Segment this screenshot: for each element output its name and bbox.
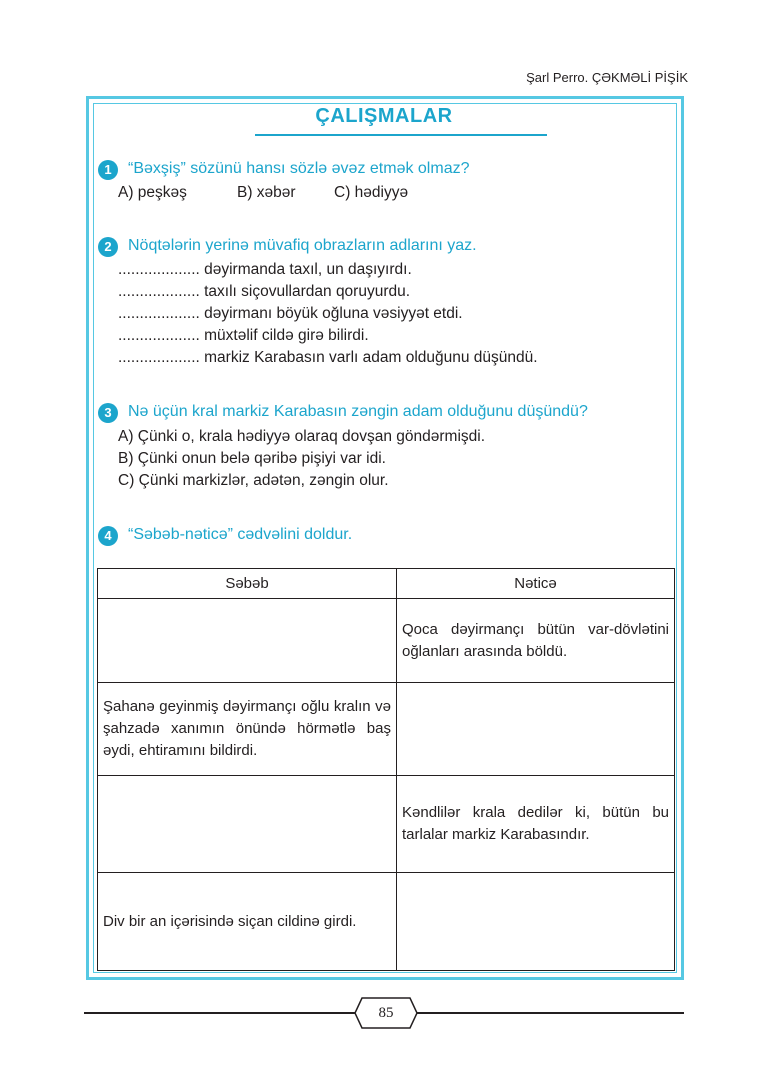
cause-cell: Şahanə geyinmiş dəyirmançı oğlu kralın və şahzadə xanımın önündə hörmətlə baş əydi, ehtiramını bildirdi.	[98, 683, 397, 776]
effect-cell[interactable]	[397, 873, 675, 971]
effect-cell: Kəndlilər krala dedilər ki, bütün bu tarlalar markiz Karabasındır.	[397, 776, 675, 873]
fill-line: ................... dəyirmanda taxıl, un daşıyırdı.	[118, 261, 412, 278]
question-number-badge: 4	[98, 526, 118, 546]
question-text: “Səbəb-nəticə” cədvəlini doldur.	[128, 526, 353, 543]
option-a: A) Çünki o, krala hədiyyə olaraq dovşan göndərmişdi.	[118, 428, 486, 445]
effect-cell[interactable]	[397, 683, 675, 776]
option-a: A) peşkəş	[118, 184, 187, 201]
cause-cell: Div bir an içərisində siçan cildinə girdi.	[98, 873, 397, 971]
table-header-row	[98, 569, 675, 599]
fill-line: ................... müxtəlif cildə girə bilirdi.	[118, 327, 369, 344]
section-title: ÇALIŞMALAR	[315, 105, 453, 127]
fill-line: ................... markiz Karabasın varlı adam olduğunu düşündü.	[118, 349, 538, 366]
page-number: 85	[378, 1005, 394, 1021]
effect-cell: Qoca dəyirmançı bütün var-dövlətini oğlanları arasında böldü.	[397, 599, 675, 683]
option-c: C) Çünki markizlər, adətən, zəngin olur.	[118, 472, 389, 489]
question-number-badge: 2	[98, 237, 118, 257]
option-b: B) xəbər	[237, 184, 296, 201]
question-number-badge: 3	[98, 403, 118, 423]
question-text: Nə üçün kral markiz Karabasın zəngin adam olduğunu düşündü?	[128, 403, 588, 420]
option-b: B) Çünki onun belə qəribə pişiyi var idi.	[118, 450, 386, 467]
table-row	[98, 873, 675, 971]
table-row	[98, 683, 675, 776]
table-row	[98, 599, 675, 683]
option-c: C) hədiyyə	[334, 184, 409, 201]
footer-rule-right	[416, 1012, 684, 1014]
question-number-badge: 1	[98, 160, 118, 180]
table-row	[98, 776, 675, 873]
running-header: Şarl Perro. ÇƏKMƏLİ PİŞİK	[526, 70, 688, 85]
fill-line: ................... dəyirmanı böyük oğluna vəsiyyət etdi.	[118, 305, 463, 322]
question-text: Nöqtələrin yerinə müvafiq obrazların adlarını yaz.	[128, 237, 477, 254]
effect-header: Nəticə	[397, 569, 675, 599]
cause-cell[interactable]	[98, 599, 397, 683]
title-underline	[255, 134, 547, 136]
cause-header: Səbəb	[98, 569, 397, 599]
cause-effect-table	[97, 568, 675, 971]
fill-line: ................... taxılı siçovullardan qoruyurdu.	[118, 283, 411, 300]
footer-rule-left	[84, 1012, 356, 1014]
question-text: “Bəxşiş” sözünü hansı sözlə əvəz etmək olmaz?	[128, 160, 470, 177]
cause-cell[interactable]	[98, 776, 397, 873]
